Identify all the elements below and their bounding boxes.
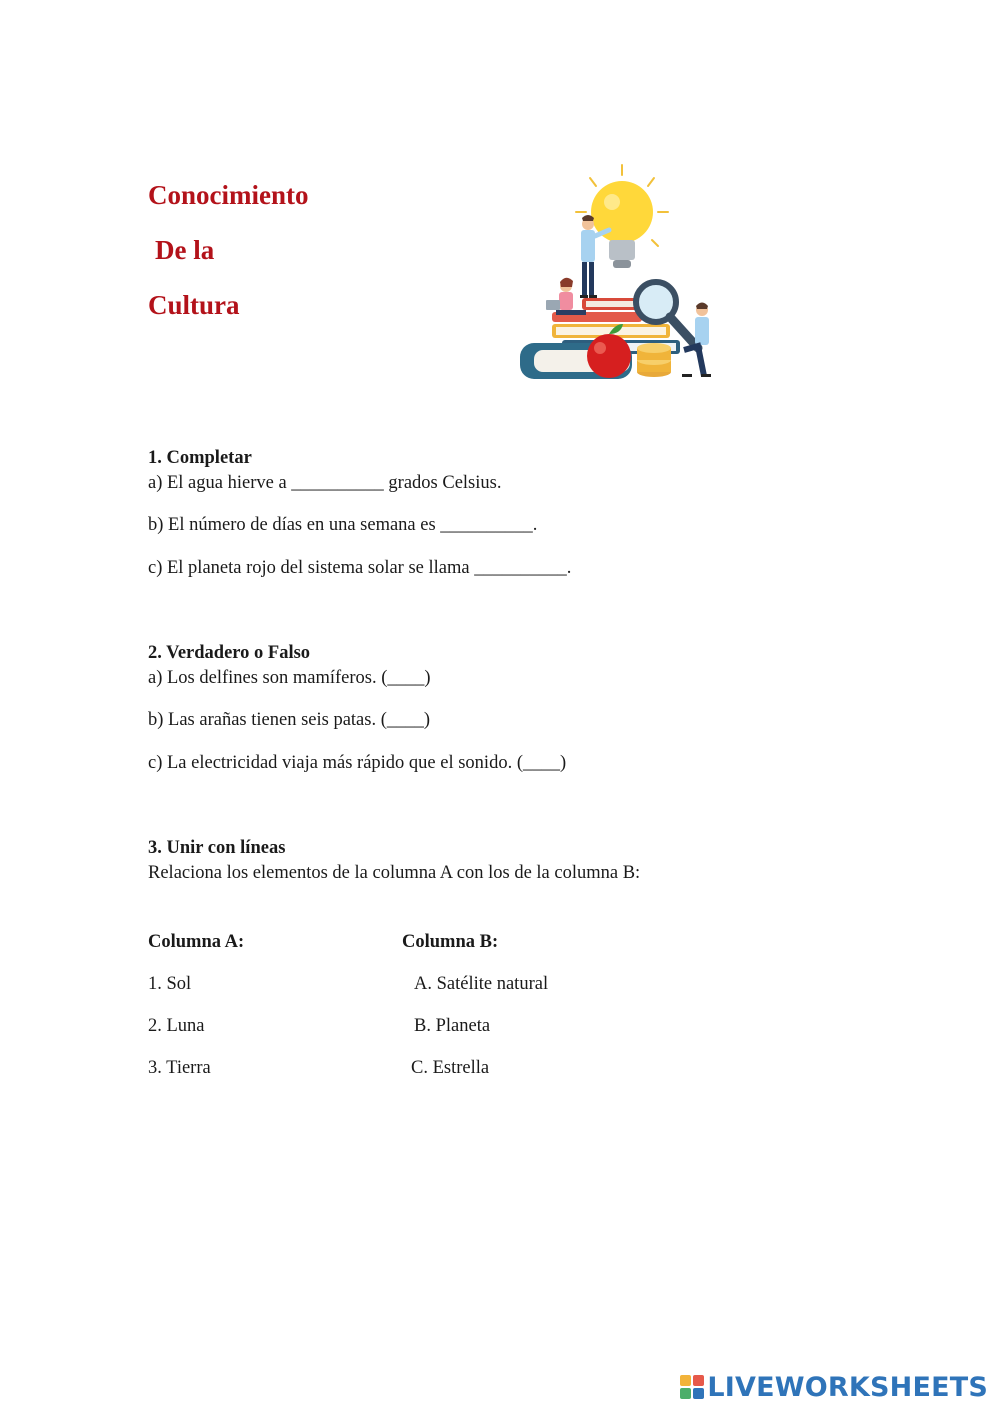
logo-wordmark: LIVEWORKSHEETS: [707, 1371, 988, 1403]
title-line-3: Cultura: [148, 290, 240, 320]
column-b-item-c: C. Estrella: [411, 1058, 490, 1078]
section-3-instruction: Relaciona los elementos de la columna A con los de la columna B:: [148, 863, 641, 883]
section-1-item-c: c) El planeta rojo del sistema solar se llama __________.: [148, 558, 572, 578]
column-a-item-1: 1. Sol: [148, 974, 192, 994]
light-bulb-icon: [591, 181, 653, 268]
section-2-item-a: a) Los delfines son mamíferos. (____): [148, 668, 431, 688]
section-1-item-a: a) El agua hierve a __________ grados Celsius.: [148, 473, 502, 493]
coins-icon: [637, 343, 671, 377]
section-3-heading: 3. Unir con líneas: [148, 838, 286, 858]
section-2-heading: 2. Verdadero o Falso: [148, 643, 311, 663]
title-line-1: Conocimiento: [148, 180, 309, 210]
logo-blocks-icon: [680, 1375, 704, 1399]
section-2-item-c: c) La electricidad viaja más rápido que el sonido. (____): [148, 753, 567, 773]
magnifying-glass-icon: [636, 282, 698, 348]
knowledge-illustration: [512, 160, 727, 385]
column-b-header: Columna B:: [402, 932, 499, 952]
title-line-2: De la: [155, 235, 215, 265]
liveworksheets-logo: [680, 1372, 988, 1402]
section-1-heading: 1. Completar: [148, 448, 252, 468]
column-a-header: Columna A:: [148, 932, 245, 952]
column-b-item-b: B. Planeta: [414, 1016, 491, 1036]
section-2-item-b: b) Las arañas tienen seis patas. (____): [148, 710, 431, 730]
column-a-item-3: 3. Tierra: [148, 1058, 211, 1078]
section-1-item-b: b) El número de días en una semana es __________.: [148, 515, 538, 535]
column-b-item-a: A. Satélite natural: [414, 974, 549, 994]
column-a-item-2: 2. Luna: [148, 1016, 205, 1036]
